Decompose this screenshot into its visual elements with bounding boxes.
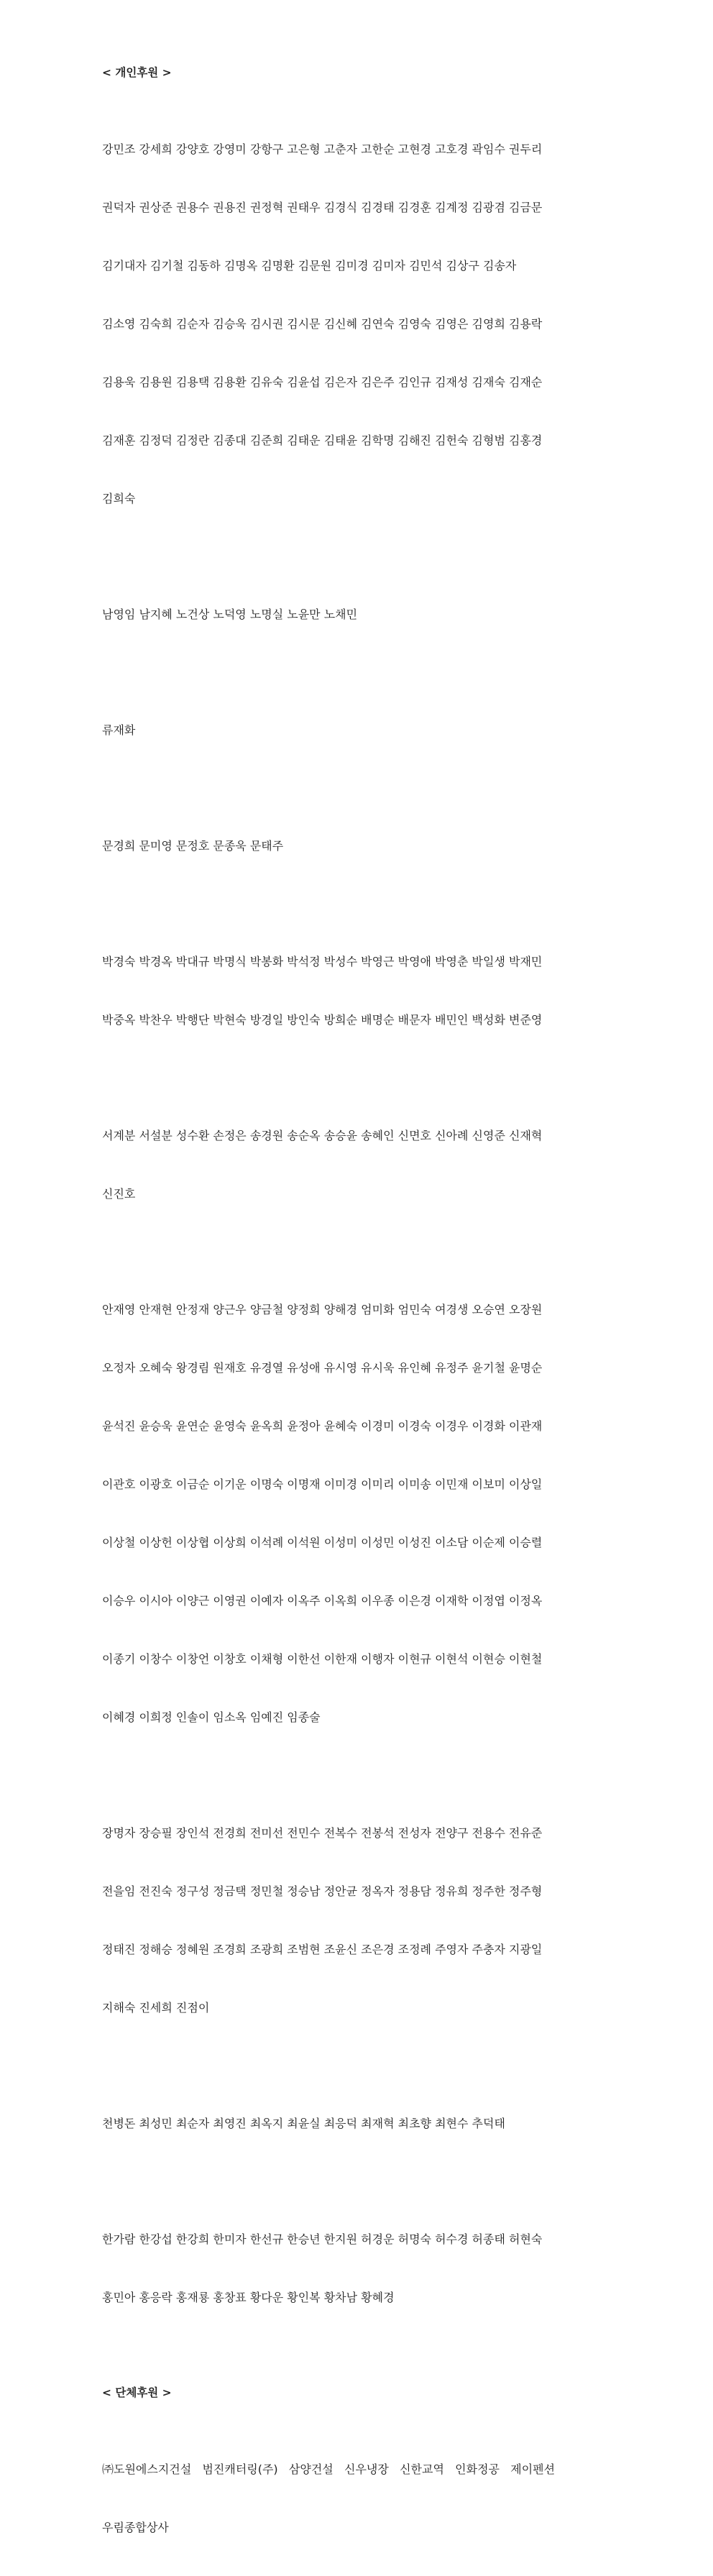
donor-group-gang-kim bbox=[102, 101, 598, 547]
donor-line: 오정자 오혜숙 왕경림 원재호 유경열 유성애 유시영 유시욱 유인혜 유정주 윤기철 윤명순 bbox=[102, 1361, 543, 1375]
donor-group-jang-jin bbox=[102, 1784, 598, 2056]
donor-line: 류재화 bbox=[102, 723, 136, 737]
donor-line: 지해숙 진세희 진점이 bbox=[102, 2001, 210, 2014]
donor-group-seo-shin bbox=[102, 1087, 598, 1242]
donor-line: 전을임 전진숙 정구성 정금택 정민철 정승남 정안균 정옥자 정용담 정유희 정주한 정주형 bbox=[102, 1884, 543, 1898]
donor-group-park-byeon bbox=[102, 913, 598, 1068]
donor-group-mun bbox=[102, 797, 598, 894]
donor-line: 김재훈 김정덕 김정란 김종대 김준희 김태운 김태윤 김학명 김해진 김헌숙 김형범 김홍경 bbox=[102, 434, 543, 447]
donor-line: 이관호 이광호 이금순 이기운 이명숙 이명재 이미경 이미리 이미송 이민재 이보미 이상일 bbox=[102, 1477, 543, 1491]
donor-line: 정태진 정해승 정혜원 조경희 조광희 조범현 조윤신 조은경 조정례 주영자 주충자 지광일 bbox=[102, 1943, 543, 1956]
donor-line: 윤석진 윤승욱 윤연순 윤영숙 윤옥희 윤정아 윤혜숙 이경미 이경숙 이경우 이경화 이관재 bbox=[102, 1419, 543, 1433]
donor-line: 홍민아 홍응락 홍재룡 홍창표 황다운 황인복 황차남 황혜경 bbox=[102, 2291, 395, 2304]
donor-line: 김용욱 김용원 김용택 김용환 김유숙 김윤섭 김은자 김은주 김인규 김재성 김재숙 김재순 bbox=[102, 375, 543, 389]
donor-line: 김기대자 김기철 김동하 김명옥 김명환 김문원 김미경 김미자 김민석 김상구 김송자 bbox=[102, 259, 517, 272]
donor-line: 문경희 문미영 문정호 문종욱 문태주 bbox=[102, 839, 284, 853]
donor-line: 김희숙 bbox=[102, 492, 136, 505]
donor-line: 이상철 이상헌 이상협 이상희 이석례 이석원 이성미 이성민 이성진 이소담 이순제 이승렬 bbox=[102, 1536, 543, 1549]
donor-line: 남영임 남지혜 노건상 노덕영 노명실 노윤만 노채민 bbox=[102, 608, 358, 621]
organization-line: 우림종합상사 bbox=[102, 2521, 169, 2534]
donor-group-an-im bbox=[102, 1261, 598, 1766]
organization-line: ㈜도원에스지건설 범진캐터링(주) 삼양건설 신우냉장 신한교역 인화정공 제이펜션 bbox=[102, 2462, 556, 2476]
donor-line: 박경숙 박경옥 박대규 박명식 박봉화 박석정 박성수 박영근 박영애 박영춘 박일생 박재민 bbox=[102, 955, 543, 968]
donor-line: 천병돈 최성민 최순자 최영진 최옥지 최윤실 최응덕 최재혁 최초향 최현수 추덕태 bbox=[102, 2117, 505, 2130]
donor-line: 이혜경 이희정 인솔이 임소옥 임예진 임종술 bbox=[102, 1710, 321, 1724]
donor-line: 강민조 강세희 강양호 강영미 강항구 고은형 고춘자 고한순 고현경 고호경 곽임수 권두리 bbox=[102, 142, 543, 156]
donor-line: 권덕자 권상준 권용수 권용진 권정혁 권태우 김경식 김경태 김경훈 김계정 김광겸 김금문 bbox=[102, 201, 543, 214]
donor-line: 안재영 안재현 안정재 양근우 양금철 양정희 양해경 엄미화 엄민숙 여경생 오승연 오장원 bbox=[102, 1303, 543, 1316]
donor-group-cheon-chu bbox=[102, 2075, 598, 2172]
donor-line: 장명자 장승필 장인석 전경희 전미선 전민수 전복수 전봉석 전성자 전양구 전용수 전유준 bbox=[102, 1826, 543, 1840]
organization-donor-list bbox=[102, 2421, 598, 2576]
donor-group-ryu bbox=[102, 682, 598, 779]
donor-line: 이종기 이창수 이창언 이창호 이채형 이한선 이한재 이행자 이현규 이현석 이현승 이현철 bbox=[102, 1652, 543, 1666]
organization-donors-heading: < 단체후원 > bbox=[102, 2386, 172, 2399]
donor-list bbox=[102, 63, 598, 2576]
donor-line: 박중옥 박찬우 박행단 박현숙 방경일 방인숙 방희순 배명순 배문자 배민인 백성화 변준영 bbox=[102, 1013, 543, 1027]
donor-line: 신진호 bbox=[102, 1187, 136, 1201]
donor-line: 이승우 이시아 이양근 이영권 이예자 이옥주 이옥희 이우종 이은경 이재학 이정엽 이정옥 bbox=[102, 1594, 543, 1608]
donor-line: 서계분 서설분 성수환 손정은 송경원 송순옥 송승윤 송혜인 신면호 신아례 신영준 신재혁 bbox=[102, 1129, 543, 1142]
donor-group-han-hwang bbox=[102, 2191, 598, 2346]
donor-line: 김소영 김숙희 김순자 김승욱 김시권 김시문 김신혜 김연숙 김영숙 김영은 김영희 김용락 bbox=[102, 317, 543, 331]
individual-donors-heading: < 개인후원 > bbox=[102, 66, 172, 79]
donor-line: 한가람 한강섭 한강희 한미자 한선규 한승년 한지원 허경운 허명숙 허수경 허종태 허현숙 bbox=[102, 2232, 543, 2246]
donor-group-nam-no bbox=[102, 566, 598, 663]
